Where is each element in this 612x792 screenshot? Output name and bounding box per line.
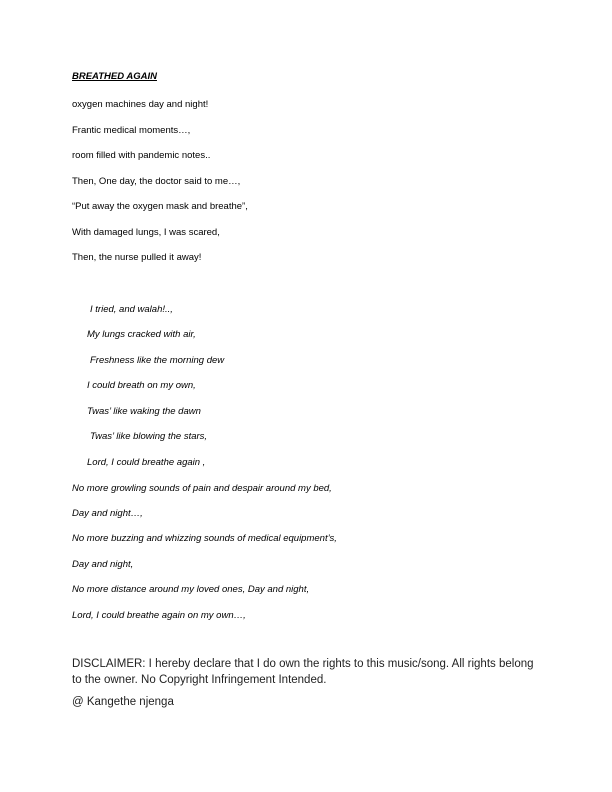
stanza2-line-4: I could breath on my own, [87, 380, 196, 391]
stanza2-line-12: No more distance around my loved ones, Day and night, [72, 584, 310, 595]
stanza1-line-7: Then, the nurse pulled it away! [72, 252, 202, 263]
stanza2-line-7: Lord, I could breathe again , [87, 457, 206, 468]
stanza2-line-13: Lord, I could breathe again on my own…, [72, 610, 246, 621]
disclaimer-text: DISCLAIMER: I hereby declare that I do own the rights to this music/song. All rights belong to the owner. No Copyright Infringement Intended. [72, 658, 534, 686]
stanza1-line-3: room filled with pandemic notes.. [72, 150, 211, 161]
stanza2-line-9: Day and night…, [72, 508, 143, 519]
stanza2-line-3: Freshness like the morning dew [90, 355, 225, 366]
stanza2-line-11: Day and night, [72, 559, 134, 570]
stanza1-line-4: Then, One day, the doctor said to me…, [72, 176, 241, 187]
poem-title: BREATHED AGAIN [72, 71, 157, 82]
stanza2-line-2: My lungs cracked with air, [87, 329, 196, 340]
stanza2-line-6: Twas’ like blowing the stars, [90, 431, 208, 442]
stanza1-line-6: With damaged lungs, I was scared, [72, 227, 220, 238]
stanza2-line-1: I tried, and walah!.., [90, 304, 173, 315]
stanza2-line-10: No more buzzing and whizzing sounds of medical equipment’s, [72, 533, 337, 544]
stanza1-line-5: “Put away the oxygen mask and breathe”, [72, 201, 248, 212]
author-credit: @ Kangethe njenga [72, 696, 174, 708]
stanza1-line-1: oxygen machines day and night! [72, 99, 209, 110]
stanza2-line-8: No more growling sounds of pain and despair around my bed, [72, 483, 332, 494]
stanza1-line-2: Frantic medical moments…, [72, 125, 191, 136]
stanza2-line-5: Twas’ like waking the dawn [87, 406, 201, 417]
